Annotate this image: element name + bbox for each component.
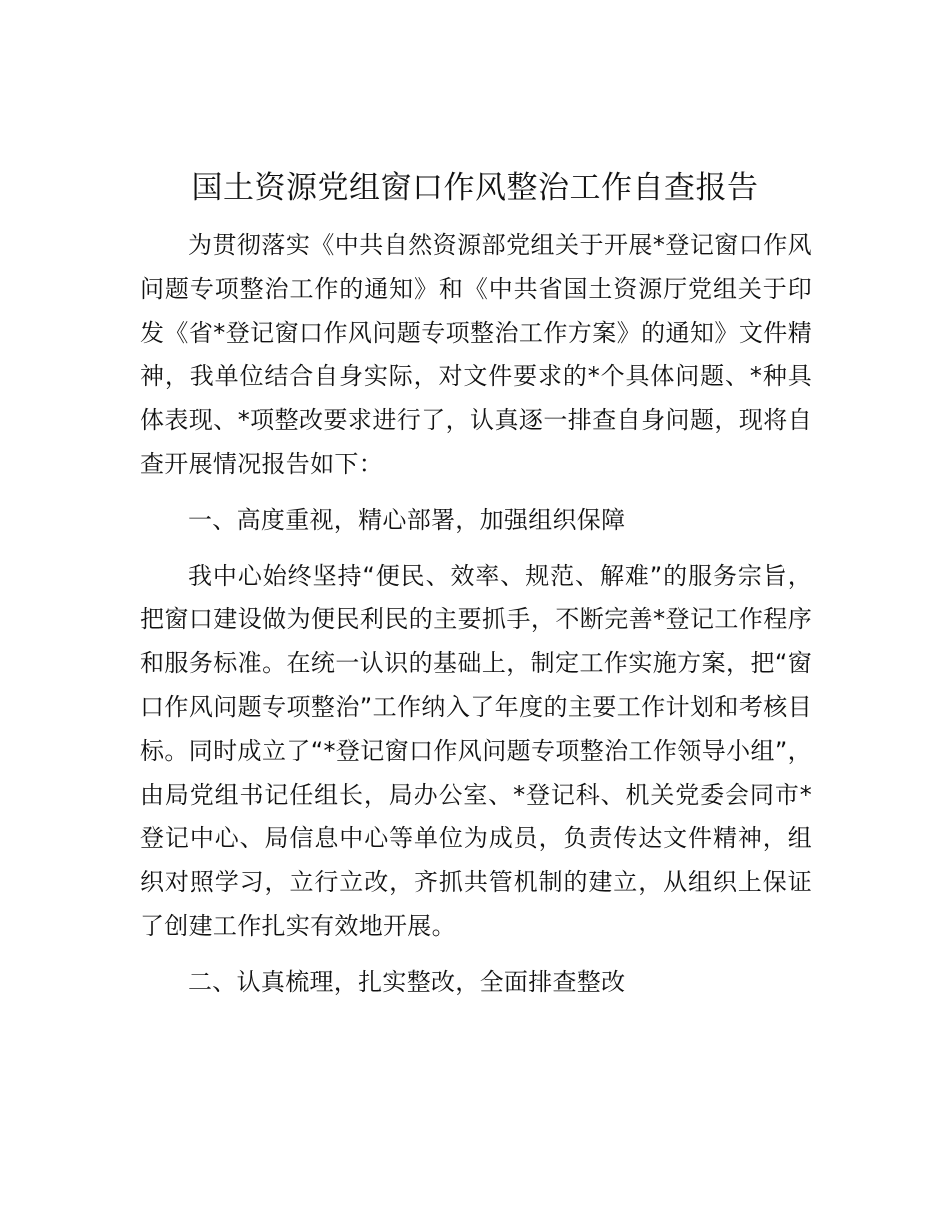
section-heading-1: 一、高度重视，精心部署，加强组织保障 xyxy=(188,505,626,534)
paragraph-gap xyxy=(140,487,812,499)
section-1-paragraph: 我中心始终坚持“便民、效率、规范、解难”的服务宗旨，把窗口建设做为便民利民的主要抓手，不断完善*登记工作程序和服务标准。在统一认识的基础上，制定工作实施方案，把“窗口作风问题专项整治”工作纳入了年度的主要工作计划和考核目标。同时成立了“*登记窗口作风问题专项整治工作领导小组”，由局党组书记任组长，局办公室、*登记科、机关党委会同市*登记中心、局信息中心等单位为成员，负责传达文件精神，组织对照学习，立行立改，齐抓共管机制的建立，从组织上保证了创建工作扎实有效地开展。 xyxy=(140,561,812,940)
paragraph-gap xyxy=(140,949,812,961)
paragraph-gap xyxy=(140,543,812,555)
section-heading-2: 二、认真梳理，扎实整改，全面排查整改 xyxy=(188,967,626,996)
document-title: 国土资源党组窗口作风整治工作自查报告 xyxy=(191,170,759,206)
intro-paragraph: 为贯彻落实《中共自然资源部党组关于开展*登记窗口作风问题专项整治工作的通知》和《中共省国土资源厅党组关于印发《省*登记窗口作风问题专项整治工作方案》的通知》文件精神，我单位结合自身实际，对文件要求的*个具体问题、*种具体表现、*项整改要求进行了，认真逐一排查自身问题，现将自查开展情况报告如下： xyxy=(140,231,812,478)
document-body xyxy=(140,224,812,1005)
